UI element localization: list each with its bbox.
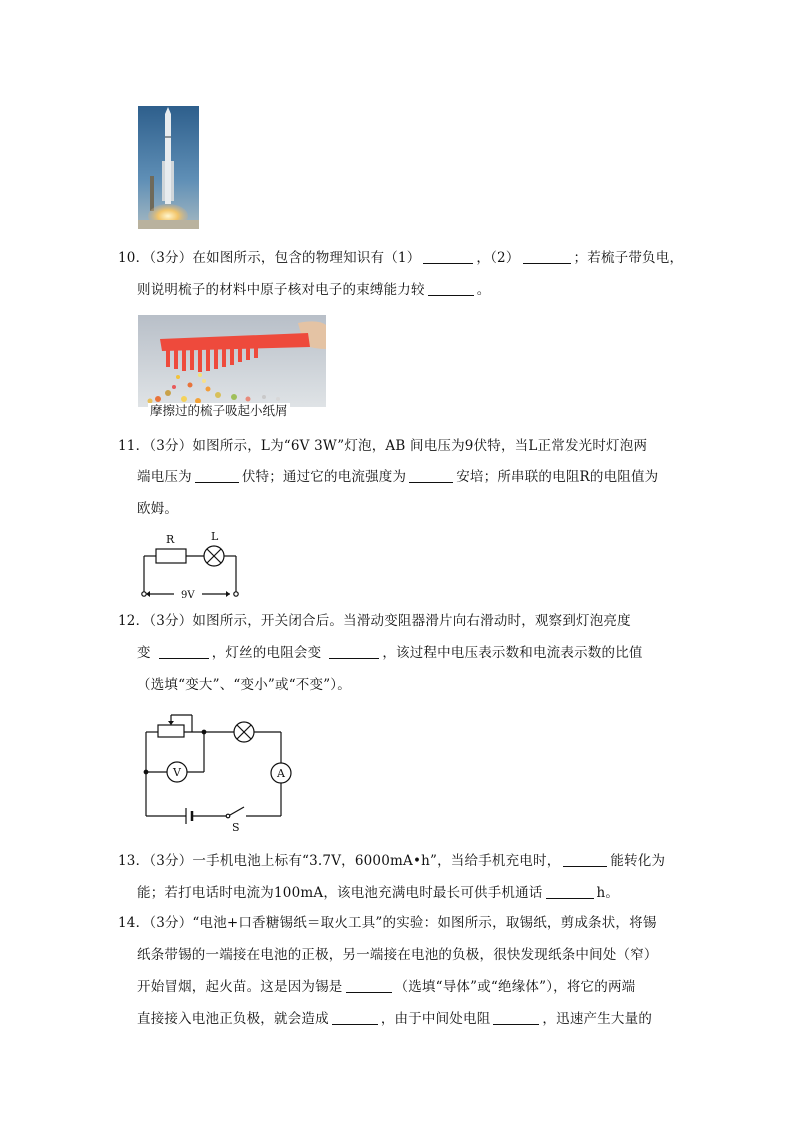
q11-text-2a: 端电压为 [137, 469, 192, 485]
lamp-label-L: L [211, 530, 219, 543]
q12-blank-1[interactable] [159, 644, 209, 659]
q11-line1 [118, 436, 647, 456]
q14-line3 [137, 977, 635, 997]
q14-blank-3[interactable] [493, 1010, 539, 1025]
q11-text-1: 11．（3分）如图所示，L为“6V 3W”灯泡，AB 间电压为9伏特，当L正常发光时灯泡两 [118, 438, 648, 454]
q14-line2 [137, 945, 658, 965]
q14-blank-1[interactable] [346, 978, 392, 993]
rocket-photo [138, 106, 199, 229]
q14-text-4c: ，迅速产生大量的 [542, 1011, 653, 1027]
q10-blank-1[interactable] [423, 249, 473, 264]
q11-line2 [137, 467, 658, 487]
q12-text-2a: 变 [137, 645, 151, 661]
q14-blank-2[interactable] [332, 1010, 378, 1025]
q13-text-1b: 能转化为 [610, 853, 666, 869]
q10-line2 [137, 280, 490, 300]
q14-line1 [118, 913, 657, 933]
q12-text-3: （选填“变大”、“变小”或“不变”）。 [137, 677, 351, 693]
q12-blank-2[interactable] [329, 644, 379, 659]
q13-text-2a: 能；若打电话时电流为100mA，该电池充满电时最长可供手机通话 [137, 885, 543, 901]
q11-blank-1[interactable] [195, 468, 239, 483]
q12-text-2b: ，灯丝的电阻会变 [211, 645, 322, 661]
q11-text-2b: 伏特；通过它的电流强度为 [241, 469, 407, 485]
q11-text-2c: 安培；所串联的电阻R的电阻值为 [456, 469, 659, 485]
comb-caption: 摩擦过的梳子吸起小纸屑 [150, 403, 288, 418]
q12-line2 [137, 643, 643, 663]
switch-label-S: S [232, 821, 240, 834]
q12-line1 [118, 611, 631, 631]
comb-photo [138, 315, 326, 419]
q10-blank-2[interactable] [523, 249, 571, 264]
q13-text-1a: 13．（3分）一手机电池上标有“3.7V，6000mA•h”，当给手机充电时， [118, 853, 561, 869]
q13-line2 [137, 883, 619, 903]
ammeter-label-A: A [277, 767, 285, 780]
q10-line1 [118, 248, 683, 268]
q13-text-2b: h。 [596, 885, 620, 901]
q11-blank-2[interactable] [409, 468, 453, 483]
resistor-label-R: R [166, 533, 175, 546]
q13-blank-1[interactable] [563, 852, 607, 867]
q14-text-3b: （选填“导体”或“绝缘体”），将它的两端 [394, 979, 636, 995]
q14-text-3a: 开始冒烟，起火苗。这是因为锡是 [137, 979, 343, 995]
q14-text-4a: 直接接入电池正负极，就会造成 [137, 1011, 329, 1027]
q14-text-4b: ，由于中间处电阻 [380, 1011, 491, 1027]
q14-text-1: 14．（3分）“电池+口香糖锡纸＝取火工具”的实验：如图所示，取锡纸，剪成条状，将锡 [118, 915, 657, 931]
q10-period: 。 [476, 282, 491, 298]
q10-text-mid: ，（2） [476, 250, 520, 266]
q12-text-2c: ，该过程中电压表示数和电流表示数的比值 [382, 645, 643, 661]
q14-text-2: 纸条带锡的一端接在电池的正极，另一端接在电池的负极，很快发现纸条中间处（窄） [137, 947, 658, 963]
voltage-label-9V: 9V [181, 590, 195, 600]
q11-circuit-diagram [138, 528, 242, 600]
q10-text: 10．（3分）在如图所示，包含的物理知识有（1） [118, 250, 421, 266]
q11-line3 [137, 499, 178, 519]
voltmeter-label-V: V [173, 766, 181, 779]
q12-line3 [137, 675, 351, 695]
q12-text-1: 12．（3分）如图所示，开关闭合后。当滑动变阻器滑片向右滑动时，观察到灯泡亮度 [118, 613, 631, 629]
q13-line1 [118, 851, 665, 871]
q10-blank-3[interactable] [428, 281, 474, 296]
q14-line4 [137, 1009, 652, 1029]
q10-text-tail: ；若梳子带负电， [573, 250, 684, 266]
q13-blank-2[interactable] [546, 884, 594, 899]
q12-circuit-diagram [138, 712, 294, 836]
q11-text-3: 欧姆。 [137, 501, 179, 517]
q10-text-2: 则说明梳子的材料中原子核对电子的束缚能力较 [137, 282, 425, 298]
